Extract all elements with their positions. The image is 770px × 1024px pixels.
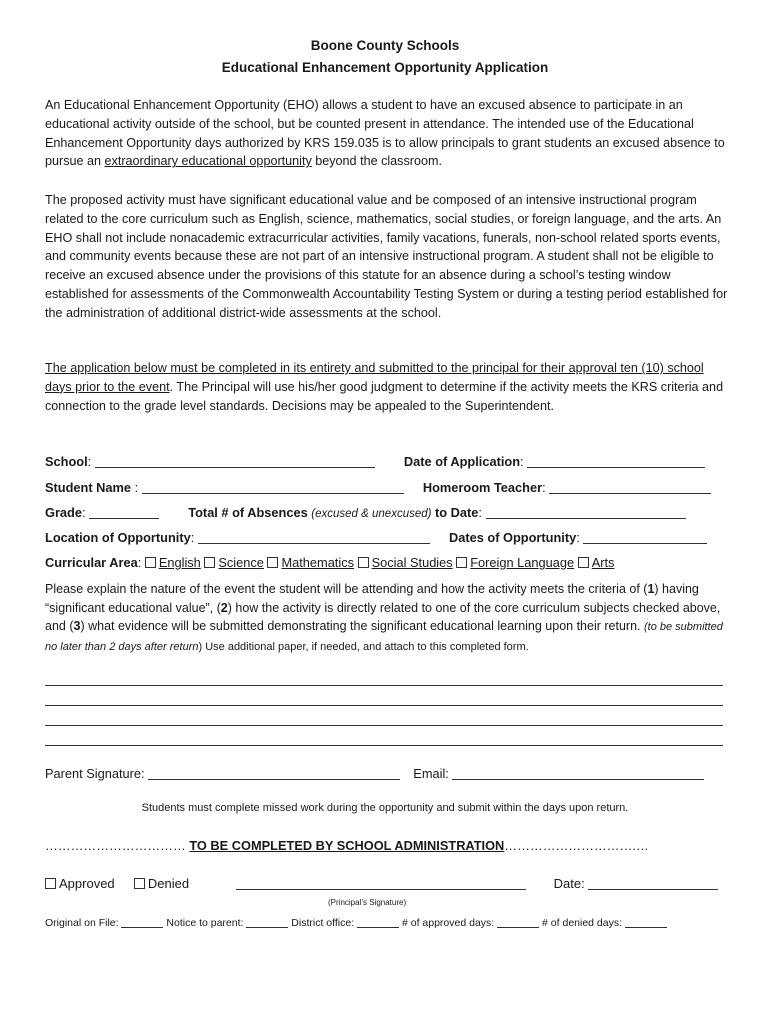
grade-label: Grade <box>45 505 82 520</box>
signature-row: Parent Signature: Email: <box>45 766 727 781</box>
english-option: English <box>158 555 201 570</box>
admin-heading: TO BE COMPLETED BY SCHOOL ADMINISTRATION <box>189 838 505 853</box>
denied-days-label: # of denied days <box>542 917 620 929</box>
school-label: School <box>45 454 88 469</box>
foreign-language-option: Foreign Language <box>470 555 575 570</box>
date-of-application-label: Date of Application <box>403 454 521 469</box>
explain-text-b: ) having “significant educational value”, ( <box>45 582 699 615</box>
curricular-area-row: Curricular Area: English Science Mathematics Social Studies Foreign Language Arts <box>45 555 615 570</box>
foreign-language-checkbox[interactable] <box>456 557 467 568</box>
admin-dots-left: …………………………… <box>45 838 186 853</box>
science-option: Science <box>218 555 264 570</box>
email-field[interactable] <box>452 767 704 780</box>
original-on-file-label: Original on File <box>45 917 116 929</box>
grade-row: Grade: Total # of Absences (excused & unexcused) to Date: <box>45 505 727 520</box>
approved-days-field[interactable] <box>497 917 539 928</box>
explain-text-d: ) what evidence will be submitted demonstrating the significant educational learning upon their return. <box>80 619 644 634</box>
to-date-label: to Date <box>435 505 479 520</box>
district-office-field[interactable] <box>357 917 399 928</box>
student-name-field[interactable] <box>142 481 404 494</box>
decision-row: Approved Denied Date: <box>45 876 727 891</box>
office-use-row: Original on File: Notice to parent: District office: # of approved days: # of denied days: <box>45 917 667 929</box>
admin-date-label: Date <box>553 876 582 891</box>
homeroom-teacher-label: Homeroom Teacher <box>422 480 543 495</box>
absences-note: (excused & unexcused) <box>311 508 432 520</box>
grade-field[interactable] <box>89 506 159 519</box>
school-field[interactable] <box>95 455 375 468</box>
missed-work-note: Students must complete missed work during the opportunity and submit within the days upon return. <box>141 802 629 814</box>
explain-text-c: ) how the activity is directly related to one of the core curriculum subjects checked above, and ( <box>45 600 721 634</box>
intro-underlined: extraordinary educational opportunity <box>104 154 312 169</box>
denied-label: Denied <box>147 876 190 891</box>
arts-option: Arts <box>591 555 615 570</box>
parent-signature-label: Parent Signature <box>45 766 142 781</box>
absences-to-date-field[interactable] <box>486 506 686 519</box>
english-checkbox[interactable] <box>145 557 156 568</box>
admin-dots-right: ………………………….… <box>504 838 649 853</box>
homeroom-teacher-field[interactable] <box>549 481 711 494</box>
location-row: Location of Opportunity: Dates of Opportunity: <box>45 530 727 545</box>
criteria-paragraph: The proposed activity must have significant educational value and be composed of an intensive instructional program related to the core curriculum such as English, science, mathematics, social studies, or foreign language, and the arts. An EHO shall not include nonacademic extracurricular activities, family vacations, funerals, non-school related sports events, and community events because these are not part of an intensive instructional program. A student shall not be eligible to receive an excused absence under the provisions of this statute for an absence during a school’s testing window established for assessments of the Commonwealth Accountability Testing System or during a testing period established for the administration of additional district-wide assessments at the school. <box>45 193 728 320</box>
science-checkbox[interactable] <box>204 557 215 568</box>
dates-label: Dates of Opportunity <box>448 530 577 545</box>
admin-date-field[interactable] <box>588 877 718 890</box>
dates-field[interactable] <box>583 531 707 544</box>
explanation-line-2[interactable] <box>45 705 723 706</box>
criterion-2: 2 <box>220 600 228 615</box>
denied-days-field[interactable] <box>625 917 667 928</box>
original-on-file-field[interactable] <box>121 917 163 928</box>
student-row: Student Name : Homeroom Teacher: <box>45 480 727 495</box>
approved-label: Approved <box>59 876 115 891</box>
deadline-underlined: The application below must be completed in its entirety and submitted to the principal for their approval ten (10) school days prior to the event <box>45 361 704 394</box>
criterion-1: 1 <box>647 582 655 596</box>
intro-paragraph <box>45 96 731 171</box>
social-studies-option: Social Studies <box>371 555 453 570</box>
explain-text-e: ) Use additional paper, if needed, and attach to this completed form. <box>198 640 529 653</box>
intro-text-end: beyond the classroom. <box>311 154 442 169</box>
social-studies-checkbox[interactable] <box>358 557 369 568</box>
location-field[interactable] <box>198 531 430 544</box>
denied-checkbox[interactable] <box>134 878 145 889</box>
notice-to-parent-field[interactable] <box>246 917 288 928</box>
district-office-label: District office <box>291 917 352 929</box>
date-of-application-field[interactable] <box>527 455 705 468</box>
admin-heading-row <box>45 838 727 853</box>
form-title: Educational Enhancement Opportunity Application <box>221 60 549 75</box>
principal-signature-caption: (Principal’s Signature) <box>328 898 407 907</box>
email-label: Email <box>413 766 446 781</box>
total-absences-label: Total # of Absences <box>188 505 308 520</box>
approved-days-label: # of approved days <box>401 917 492 929</box>
district-name: Boone County Schools <box>310 38 460 53</box>
mathematics-checkbox[interactable] <box>267 557 278 568</box>
arts-checkbox[interactable] <box>578 557 589 568</box>
parent-signature-field[interactable] <box>148 767 400 780</box>
explanation-line-1[interactable] <box>45 685 723 686</box>
explain-paragraph <box>45 580 731 656</box>
criterion-3: 3 <box>73 619 81 634</box>
explanation-line-4[interactable] <box>45 745 723 746</box>
intro-text: An Educational Enhancement Opportunity (EHO) allows a student to have an excused absence to participate in an educational activity outside of the school, but be counted present in attendance. The intended use of the Educational Enhancement Opportunity days authorized by KRS 159.035 is to allow principals to grant students an excused absence to pursue an <box>45 98 725 169</box>
notice-to-parent-label: Notice to parent <box>166 917 241 929</box>
deadline-rest: . The Principal will use his/her good judgment to determine if the activity meets the KRS criteria and connection to the grade level standards. Decisions may be appealed to the Superintendent. <box>45 379 724 413</box>
explain-text-a: Please explain the nature of the event the student will be attending and how the activity meets the criteria of ( <box>45 582 648 596</box>
mathematics-option: Mathematics <box>281 555 355 570</box>
location-label: Location of Opportunity <box>45 530 191 545</box>
student-name-label: Student Name <box>45 480 132 495</box>
explain-note: (to be submitted no later than 2 days after return <box>45 621 723 653</box>
curricular-area-label: Curricular Area <box>45 555 138 570</box>
principal-signature-field[interactable] <box>236 877 526 890</box>
approved-checkbox[interactable] <box>45 878 56 889</box>
school-row: School: Date of Application: <box>45 454 727 469</box>
explanation-line-3[interactable] <box>45 725 723 726</box>
deadline-paragraph <box>45 359 731 415</box>
